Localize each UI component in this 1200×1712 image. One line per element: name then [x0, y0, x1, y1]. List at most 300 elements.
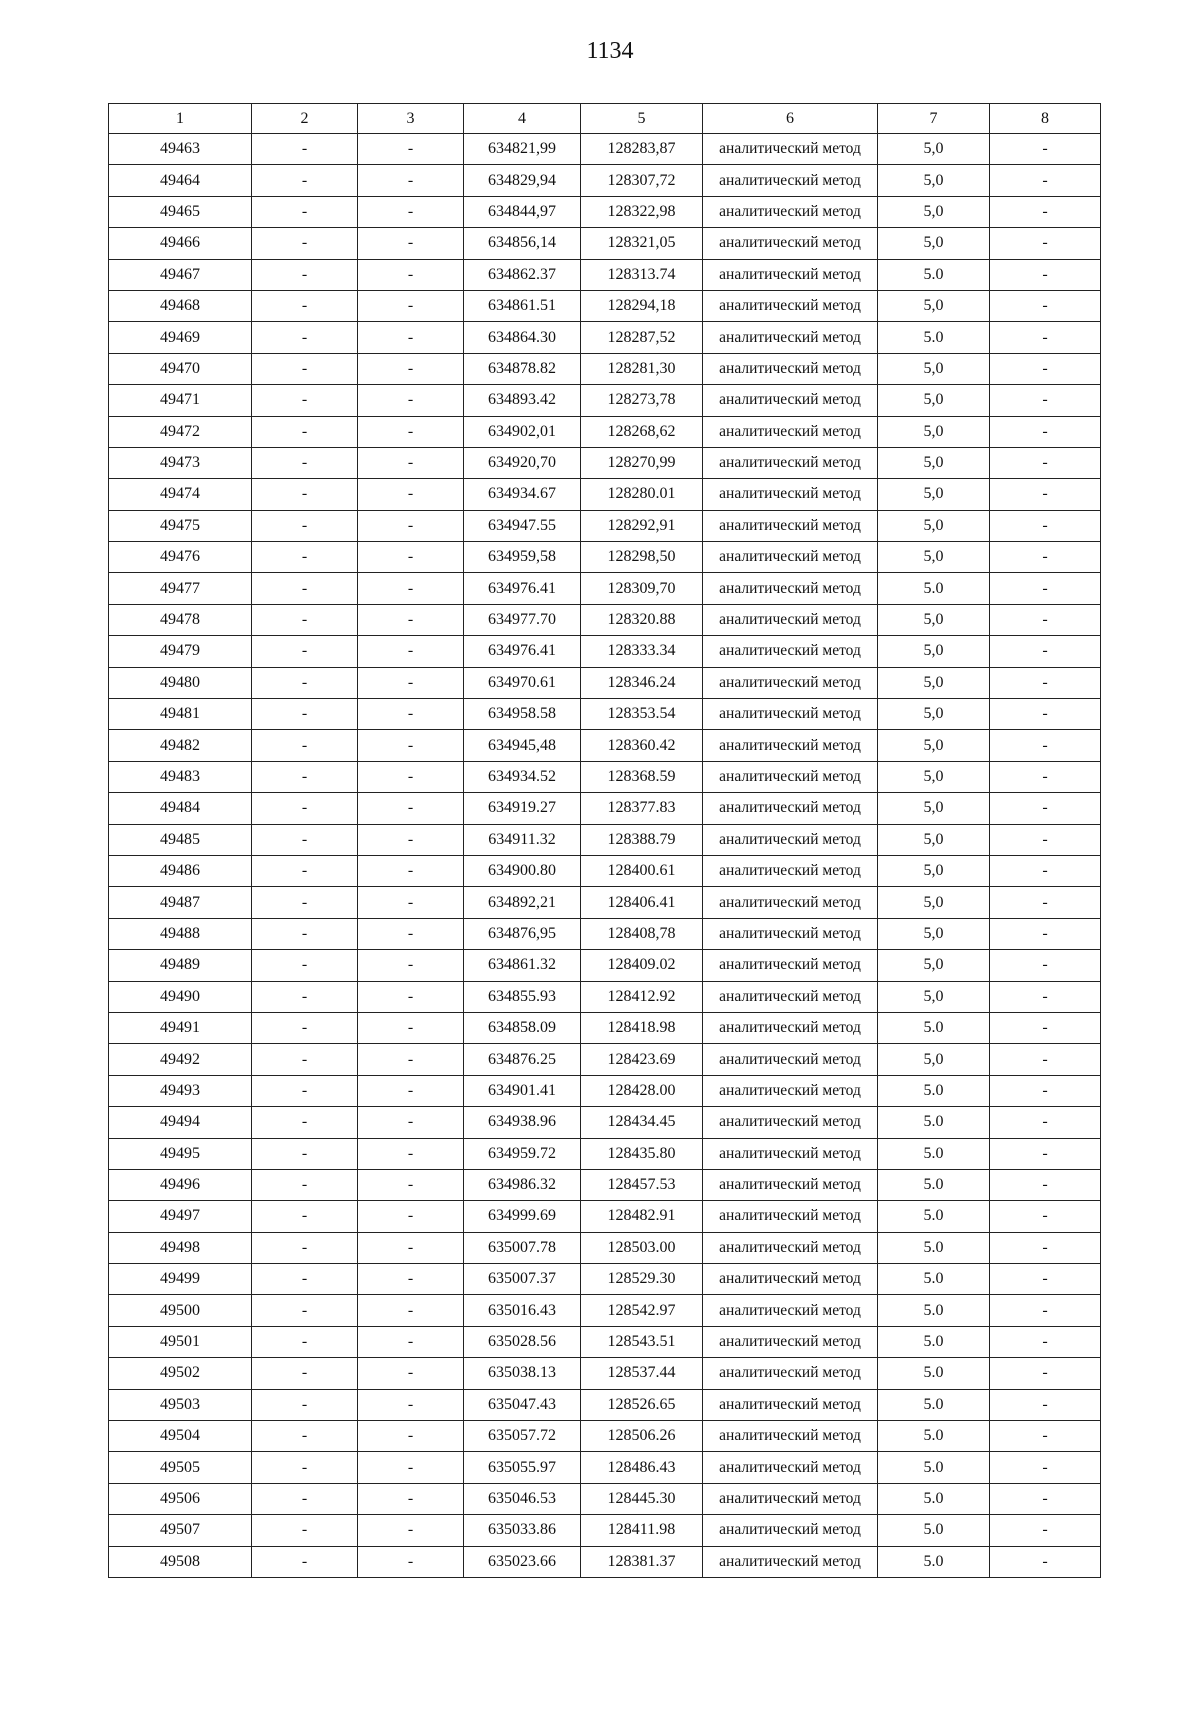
table-cell: - [990, 479, 1101, 510]
table-cell: - [252, 322, 358, 353]
table-cell: 634970.61 [464, 667, 581, 698]
table-cell: аналитический метод [703, 950, 878, 981]
table-cell: 635007.78 [464, 1232, 581, 1263]
table-cell: - [358, 1012, 464, 1043]
table-cell: 128322,98 [581, 196, 703, 227]
table-cell: - [990, 416, 1101, 447]
table-cell: аналитический метод [703, 1515, 878, 1546]
table-cell: - [990, 1515, 1101, 1546]
table-row [109, 510, 1101, 541]
table-cell: - [358, 385, 464, 416]
table-cell: 128360.42 [581, 730, 703, 761]
table-cell: 635038.13 [464, 1358, 581, 1389]
table-cell: 128313.74 [581, 259, 703, 290]
table-cell: 49468 [109, 290, 252, 321]
table-cell: 634976.41 [464, 573, 581, 604]
table-row [109, 385, 1101, 416]
table-cell: 634986.32 [464, 1169, 581, 1200]
table-cell: 128400.61 [581, 855, 703, 886]
table-row [109, 196, 1101, 227]
table-cell: 128281,30 [581, 353, 703, 384]
table-cell: 634858.09 [464, 1012, 581, 1043]
table-row [109, 1326, 1101, 1357]
table-cell: аналитический метод [703, 1044, 878, 1075]
table-cell: 634861.32 [464, 950, 581, 981]
table-cell: 5.0 [878, 1452, 990, 1483]
table-cell: 49486 [109, 855, 252, 886]
table-cell: 635047.43 [464, 1389, 581, 1420]
table-cell: 5.0 [878, 1421, 990, 1452]
table-cell: 5,0 [878, 699, 990, 730]
table-row [109, 1515, 1101, 1546]
table-cell: аналитический метод [703, 385, 878, 416]
table-cell: аналитический метод [703, 887, 878, 918]
table-cell: 5,0 [878, 447, 990, 478]
table-cell: аналитический метод [703, 573, 878, 604]
table-cell: - [252, 1389, 358, 1420]
table-cell: 49471 [109, 385, 252, 416]
column-header: 1 [109, 104, 252, 134]
table-cell: 128486.43 [581, 1452, 703, 1483]
table-cell: 128287,52 [581, 322, 703, 353]
table-row [109, 699, 1101, 730]
table-cell: - [252, 793, 358, 824]
table-cell: 128537.44 [581, 1358, 703, 1389]
table-cell: 634959,58 [464, 542, 581, 573]
table-cell: 49501 [109, 1326, 252, 1357]
table-cell: 635057.72 [464, 1421, 581, 1452]
table-cell: - [990, 981, 1101, 1012]
table-cell: - [990, 1138, 1101, 1169]
table-cell: - [358, 1326, 464, 1357]
table-row [109, 667, 1101, 698]
table-cell: 634934.52 [464, 761, 581, 792]
table-cell: аналитический метод [703, 981, 878, 1012]
table-cell: - [252, 1138, 358, 1169]
table-cell: - [252, 1295, 358, 1326]
table-cell: 128526.65 [581, 1389, 703, 1420]
table-row [109, 1389, 1101, 1420]
table-cell: - [358, 667, 464, 698]
table-cell: - [358, 134, 464, 165]
table-cell: - [358, 1201, 464, 1232]
table-cell: 5,0 [878, 950, 990, 981]
table-cell: - [252, 636, 358, 667]
table-cell: 128346.24 [581, 667, 703, 698]
table-cell: 635055.97 [464, 1452, 581, 1483]
table-cell: - [252, 1169, 358, 1200]
table-cell: - [990, 855, 1101, 886]
table-cell: 5,0 [878, 761, 990, 792]
table-cell: 49487 [109, 887, 252, 918]
table-cell: - [990, 1389, 1101, 1420]
table-cell: 5,0 [878, 887, 990, 918]
table-cell: 5,0 [878, 981, 990, 1012]
table-cell: 49491 [109, 1012, 252, 1043]
table-cell: - [990, 793, 1101, 824]
table-cell: - [990, 1232, 1101, 1263]
table-cell: - [990, 322, 1101, 353]
table-row [109, 761, 1101, 792]
table-cell: 5,0 [878, 290, 990, 321]
table-row [109, 887, 1101, 918]
table-cell: 49464 [109, 165, 252, 196]
table-cell: - [358, 918, 464, 949]
table-cell: - [252, 353, 358, 384]
table-cell: 5.0 [878, 322, 990, 353]
table-cell: 5.0 [878, 573, 990, 604]
table-cell: - [358, 887, 464, 918]
table-cell: 5.0 [878, 1075, 990, 1106]
table-cell: аналитический метод [703, 1012, 878, 1043]
table-cell: - [252, 165, 358, 196]
table-cell: 49466 [109, 228, 252, 259]
table-row [109, 1358, 1101, 1389]
table-cell: 128320.88 [581, 604, 703, 635]
column-header: 6 [703, 104, 878, 134]
table-cell: - [252, 1452, 358, 1483]
table-cell: 49503 [109, 1389, 252, 1420]
table-cell: 634844,97 [464, 196, 581, 227]
table-cell: 5.0 [878, 259, 990, 290]
table-cell: 128435.80 [581, 1138, 703, 1169]
table-row [109, 918, 1101, 949]
table-cell: 634821,99 [464, 134, 581, 165]
table-cell: 128457.53 [581, 1169, 703, 1200]
table-cell: - [358, 1295, 464, 1326]
table-cell: - [252, 542, 358, 573]
table-cell: аналитический метод [703, 1138, 878, 1169]
table-cell: 5.0 [878, 1515, 990, 1546]
table-row [109, 793, 1101, 824]
table-cell: 49485 [109, 824, 252, 855]
table-cell: - [990, 353, 1101, 384]
table-cell: - [252, 134, 358, 165]
table-cell: аналитический метод [703, 353, 878, 384]
table-row [109, 134, 1101, 165]
table-cell: - [358, 542, 464, 573]
table-cell: - [252, 196, 358, 227]
table-cell: аналитический метод [703, 1421, 878, 1452]
table-cell: 5,0 [878, 636, 990, 667]
table-cell: 49483 [109, 761, 252, 792]
table-cell: - [990, 730, 1101, 761]
table-cell: 5.0 [878, 1326, 990, 1357]
table-row [109, 1044, 1101, 1075]
table-cell: - [252, 1546, 358, 1577]
table-cell: аналитический метод [703, 1546, 878, 1577]
table-cell: 634958.58 [464, 699, 581, 730]
table-cell: аналитический метод [703, 165, 878, 196]
table-cell: 49496 [109, 1169, 252, 1200]
table-cell: 634934.67 [464, 479, 581, 510]
table-cell: - [990, 1452, 1101, 1483]
table-cell: - [358, 447, 464, 478]
table-cell: 634938.96 [464, 1107, 581, 1138]
table-cell: 5,0 [878, 196, 990, 227]
table-cell: аналитический метод [703, 824, 878, 855]
table-row [109, 165, 1101, 196]
table-cell: - [990, 1044, 1101, 1075]
table-cell: 5,0 [878, 542, 990, 573]
table-cell: 128377.83 [581, 793, 703, 824]
table-cell: 49497 [109, 1201, 252, 1232]
table-cell: 49505 [109, 1452, 252, 1483]
table-cell: 128270,99 [581, 447, 703, 478]
table-cell: 49480 [109, 667, 252, 698]
table-cell: 5.0 [878, 1232, 990, 1263]
table-cell: аналитический метод [703, 761, 878, 792]
table-cell: 634977.70 [464, 604, 581, 635]
table-cell: - [358, 1169, 464, 1200]
table-cell: аналитический метод [703, 699, 878, 730]
table-body [109, 134, 1101, 1578]
table-cell: - [252, 259, 358, 290]
table-cell: аналитический метод [703, 855, 878, 886]
table-cell: - [252, 1326, 358, 1357]
table-cell: 49500 [109, 1295, 252, 1326]
table-row [109, 730, 1101, 761]
table-cell: - [990, 1169, 1101, 1200]
table-cell: - [990, 1201, 1101, 1232]
table-cell: - [358, 950, 464, 981]
table-cell: 49472 [109, 416, 252, 447]
table-cell: 49492 [109, 1044, 252, 1075]
table-cell: 634856,14 [464, 228, 581, 259]
table-cell: аналитический метод [703, 1107, 878, 1138]
table-cell: - [990, 604, 1101, 635]
table-cell: - [990, 1264, 1101, 1295]
table-cell: - [252, 416, 358, 447]
table-cell: 128309,70 [581, 573, 703, 604]
table-cell: аналитический метод [703, 447, 878, 478]
table-cell: 634999.69 [464, 1201, 581, 1232]
table-row [109, 1232, 1101, 1263]
table-cell: 5,0 [878, 855, 990, 886]
table-row [109, 1483, 1101, 1514]
table-cell: аналитический метод [703, 1075, 878, 1106]
table-cell: - [252, 730, 358, 761]
table-row [109, 1107, 1101, 1138]
table-cell: - [252, 1075, 358, 1106]
table-cell: - [358, 699, 464, 730]
table-cell: 634920,70 [464, 447, 581, 478]
table-cell: 128418.98 [581, 1012, 703, 1043]
table-cell: 5,0 [878, 793, 990, 824]
table-cell: 5.0 [878, 1483, 990, 1514]
table-cell: - [990, 636, 1101, 667]
header-row [109, 104, 1101, 134]
table-cell: 5,0 [878, 824, 990, 855]
table-cell: - [358, 1546, 464, 1577]
table-cell: 634876,95 [464, 918, 581, 949]
table-cell: аналитический метод [703, 259, 878, 290]
table-cell: - [252, 950, 358, 981]
table-row [109, 981, 1101, 1012]
table-cell: 5.0 [878, 1201, 990, 1232]
table-cell: - [358, 1452, 464, 1483]
table-cell: 128292,91 [581, 510, 703, 541]
table-cell: 635028.56 [464, 1326, 581, 1357]
table-cell: 634861.51 [464, 290, 581, 321]
table-cell: - [990, 134, 1101, 165]
table-cell: 128321,05 [581, 228, 703, 259]
table-cell: аналитический метод [703, 730, 878, 761]
table-cell: - [990, 447, 1101, 478]
table-cell: - [990, 1421, 1101, 1452]
table-row [109, 1169, 1101, 1200]
table-cell: аналитический метод [703, 1483, 878, 1514]
table-cell: аналитический метод [703, 918, 878, 949]
table-cell: аналитический метод [703, 1295, 878, 1326]
table-cell: 128434.45 [581, 1107, 703, 1138]
table-row [109, 636, 1101, 667]
table-cell: 5.0 [878, 1358, 990, 1389]
table-cell: 5,0 [878, 1044, 990, 1075]
column-header: 5 [581, 104, 703, 134]
coordinates-table [108, 103, 1101, 1578]
table-cell: 634947.55 [464, 510, 581, 541]
table-cell: аналитический метод [703, 636, 878, 667]
table-cell: аналитический метод [703, 1358, 878, 1389]
table-row [109, 1295, 1101, 1326]
table-cell: 128503.00 [581, 1232, 703, 1263]
table-row [109, 1264, 1101, 1295]
table-cell: - [358, 793, 464, 824]
table-row [109, 228, 1101, 259]
table-cell: - [252, 824, 358, 855]
table-cell: 5,0 [878, 165, 990, 196]
table-cell: аналитический метод [703, 542, 878, 573]
table-cell: 128294,18 [581, 290, 703, 321]
table-cell: - [252, 573, 358, 604]
table-cell: 128482.91 [581, 1201, 703, 1232]
table-cell: 49463 [109, 134, 252, 165]
column-header: 7 [878, 104, 990, 134]
table-cell: 128543.51 [581, 1326, 703, 1357]
table-cell: - [990, 1012, 1101, 1043]
table-row [109, 1075, 1101, 1106]
table-cell: - [252, 1358, 358, 1389]
table-cell: 128423.69 [581, 1044, 703, 1075]
table-cell: - [358, 1044, 464, 1075]
table-cell: - [358, 604, 464, 635]
table-cell: 5.0 [878, 1295, 990, 1326]
table-cell: - [358, 479, 464, 510]
table-cell: 49477 [109, 573, 252, 604]
table-cell: аналитический метод [703, 1389, 878, 1420]
table-cell: - [252, 667, 358, 698]
table-cell: аналитический метод [703, 416, 878, 447]
table-cell: 634902,01 [464, 416, 581, 447]
table-cell: 49465 [109, 196, 252, 227]
table-cell: 49484 [109, 793, 252, 824]
table-row [109, 855, 1101, 886]
table-cell: аналитический метод [703, 1201, 878, 1232]
table-cell: 128411.98 [581, 1515, 703, 1546]
table-cell: - [252, 604, 358, 635]
table-cell: - [990, 542, 1101, 573]
table-cell: 128381.37 [581, 1546, 703, 1577]
table-cell: - [358, 855, 464, 886]
table-cell: - [358, 1232, 464, 1263]
table-cell: - [990, 699, 1101, 730]
table-cell: 128333.34 [581, 636, 703, 667]
table-cell: 49507 [109, 1515, 252, 1546]
table-cell: - [990, 1075, 1101, 1106]
table-cell: 635023.66 [464, 1546, 581, 1577]
table-cell: - [990, 1358, 1101, 1389]
table-cell: аналитический метод [703, 793, 878, 824]
table-cell: - [358, 1358, 464, 1389]
table-cell: 128268,62 [581, 416, 703, 447]
table-cell: 49490 [109, 981, 252, 1012]
table-cell: 5,0 [878, 228, 990, 259]
table-row [109, 447, 1101, 478]
table-row [109, 416, 1101, 447]
table-row [109, 824, 1101, 855]
table-cell: - [358, 196, 464, 227]
table-cell: - [252, 1232, 358, 1263]
table-cell: - [252, 290, 358, 321]
table-cell: - [252, 699, 358, 730]
table-cell: - [358, 1515, 464, 1546]
table-row [109, 604, 1101, 635]
table-cell: 49482 [109, 730, 252, 761]
table-cell: 49502 [109, 1358, 252, 1389]
table-cell: аналитический метод [703, 1232, 878, 1263]
table-cell: аналитический метод [703, 667, 878, 698]
table-cell: 128283,87 [581, 134, 703, 165]
table-cell: 128280.01 [581, 479, 703, 510]
table-cell: 634900.80 [464, 855, 581, 886]
table-cell: 128406.41 [581, 887, 703, 918]
table-cell: аналитический метод [703, 322, 878, 353]
table-row [109, 479, 1101, 510]
table-row [109, 259, 1101, 290]
table-cell: 634976.41 [464, 636, 581, 667]
table-cell: 49493 [109, 1075, 252, 1106]
table-cell: 49504 [109, 1421, 252, 1452]
table-cell: - [252, 1483, 358, 1514]
table-cell: - [252, 447, 358, 478]
table-cell: 634959.72 [464, 1138, 581, 1169]
table-cell: 5,0 [878, 385, 990, 416]
table-cell: - [358, 1138, 464, 1169]
table-cell: 635046.53 [464, 1483, 581, 1514]
table-cell: 5.0 [878, 1107, 990, 1138]
table-row [109, 950, 1101, 981]
table-cell: 49495 [109, 1138, 252, 1169]
table-cell: аналитический метод [703, 479, 878, 510]
table-cell: - [358, 259, 464, 290]
table-cell: 634919.27 [464, 793, 581, 824]
table-cell: 635016.43 [464, 1295, 581, 1326]
page-number: 1134 [586, 38, 634, 64]
table-cell: аналитический метод [703, 290, 878, 321]
table-cell: - [990, 887, 1101, 918]
table-cell: - [252, 918, 358, 949]
table-cell: 5.0 [878, 1169, 990, 1200]
table-cell: - [990, 259, 1101, 290]
table-cell: - [358, 1389, 464, 1420]
table-cell: - [358, 1107, 464, 1138]
table-cell: 634878.82 [464, 353, 581, 384]
table-cell: 634892,21 [464, 887, 581, 918]
table-cell: 634829,94 [464, 165, 581, 196]
table-cell: - [990, 228, 1101, 259]
table-row [109, 1012, 1101, 1043]
